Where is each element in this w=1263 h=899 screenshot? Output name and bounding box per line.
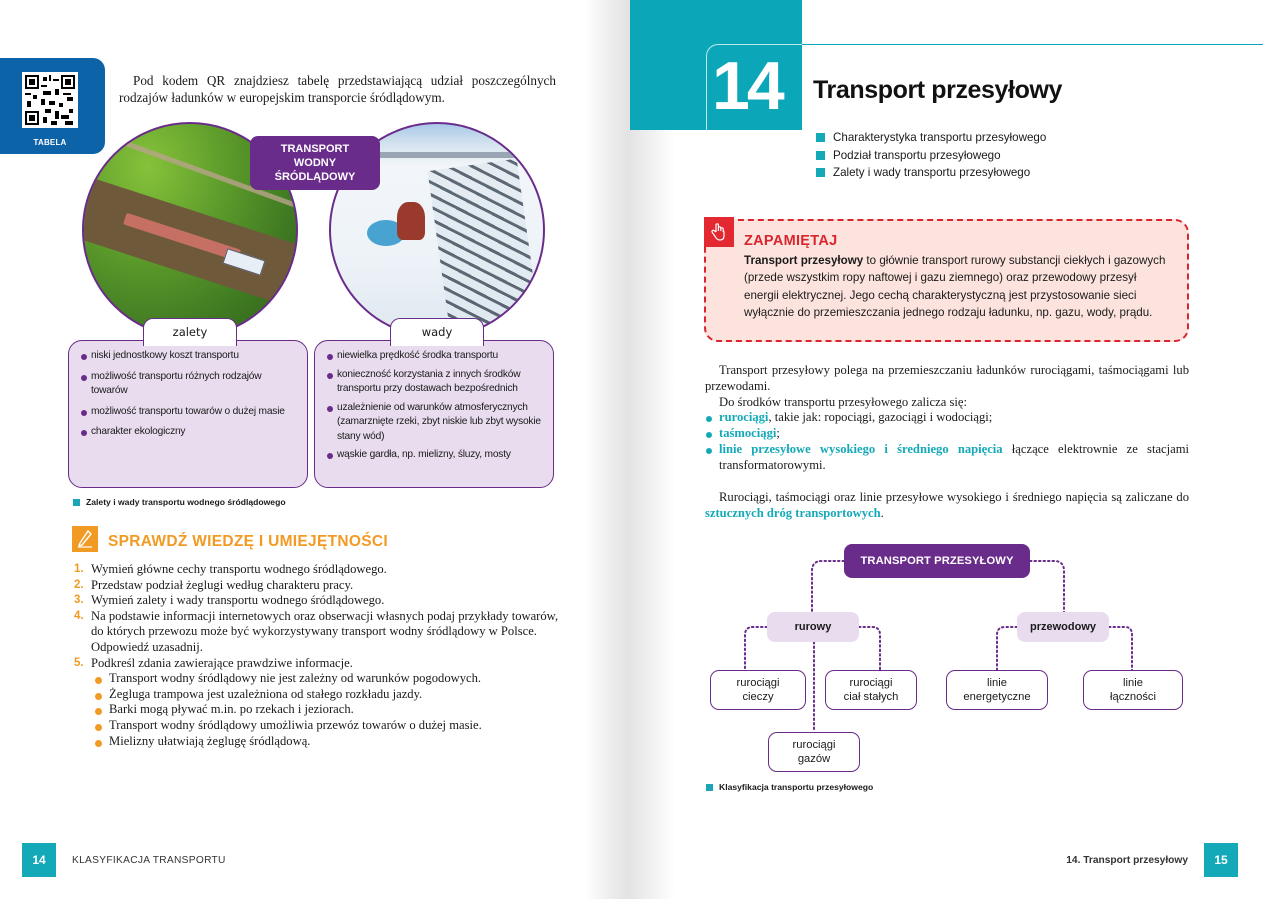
pros-item: możliwość transportu różnych rodzajów towarów — [81, 370, 299, 399]
cons-item: uzależnienie od warunków atmosferycznych (zamarznięte rzeki, zbyt niskie lub zbyt wysokie stany wód) — [327, 401, 545, 445]
caption-square-icon — [706, 784, 713, 791]
topic-item: Charakterystyka transportu przesyłowego — [816, 129, 1046, 147]
topic-square-icon — [816, 151, 825, 160]
topic-item: Zalety i wady transportu przesyłowego — [816, 164, 1046, 182]
topic-square-icon — [816, 168, 825, 177]
qr-label: TABELA — [33, 138, 67, 147]
chapter-topics — [816, 129, 1046, 182]
page-gutter-shadow — [585, 0, 630, 899]
pros-item: niski jednostkowy koszt transportu — [81, 349, 299, 364]
paragraph-artificial-routes: Rurociągi, taśmociągi oraz linie przesyłowe wysokiego i średniego napięcia są zaliczane do sztucznych dróg transportowych. — [705, 490, 1189, 520]
paragraph: Do środków transportu przesyłowego zalicza się: — [719, 394, 967, 409]
diagram-leaf-gas-pipelines: rurociągi gazów — [768, 732, 860, 772]
question-item: 4. Na podstawie informacji internetowych oraz obserwacji własnych podaj przykłady towarów, do których przewozu może być wykorzystywany transport wodny śródlądowy w Polsce. Odpowiedź uzasadnij. — [74, 608, 559, 654]
caption-square-icon — [73, 499, 80, 506]
means-item: linie przesyłowe wysokiego i średniego napięcia łączące elektrownie ze stacjami transformatorowymi. — [705, 442, 1189, 474]
statement-item: Żegluga trampowa jest uzależniona od stałego rozkładu jazdy. — [95, 687, 560, 703]
diagram-leaf-liquid-pipelines: rurociągi cieczy — [710, 670, 806, 710]
statement-item: Barki mogą pływać m.in. po rzekach i jeziorach. — [95, 702, 560, 718]
statement-item: Transport wodny śródlądowy umożliwia przewóz towarów o dużej masie. — [95, 718, 560, 734]
means-item: rurociągi, takie jak: ropociągi, gazociągi i wodociągi; — [705, 410, 1189, 426]
chapter-number: 14 — [712, 48, 782, 124]
means-list — [705, 410, 1189, 473]
questions-list — [74, 562, 560, 749]
question-item: 3. Wymień zalety i wady transportu wodnego śródlądowego. — [74, 593, 385, 608]
cons-item: konieczność korzystania z innych środków transportu przy dostawach bezpośrednich — [327, 368, 545, 397]
remember-title: ZAPAMIĘTAJ — [744, 233, 838, 249]
pros-item: możliwość transportu towarów o dużej masie — [81, 405, 299, 420]
qr-code-icon — [22, 72, 78, 128]
remember-text: Transport przesyłowy to głównie transport rurowy substancji ciekłych i gazowych (przede wszystkim ropy naftowej i gazu ziemnego) oraz przewodowy przesył energii elektrycznej. Jego cechą charakterystyczną jest przystosowanie sieci wyłącznie do przemieszczania jednego rodzaju ładunku, np. gazu, wody, prądu. — [744, 254, 1166, 320]
diagram-leaf-solids-pipelines: rurociągi ciał stałych — [825, 670, 917, 710]
running-footer-right: 14. Transport przesyłowy — [1066, 855, 1188, 866]
figure-caption-right: Klasyfikacja transportu przesyłowego — [706, 782, 873, 792]
pros-list-box — [68, 340, 308, 488]
pros-heading: zalety — [143, 318, 237, 346]
page-gutter-shadow-right — [630, 130, 675, 899]
chapter-title: Transport przesyłowy — [813, 76, 1063, 104]
paragraph: Transport przesyłowy polega na przemieszczaniu ładunków rurociągami, taśmociągami lub przewodami. — [705, 363, 1189, 393]
statement-item: Mielizny ułatwiają żeglugę śródlądową. — [95, 734, 560, 750]
check-knowledge-title: SPRAWDŹ WIEDZĘ I UMIEJĘTNOŚCI — [108, 533, 388, 550]
diagram-root-node: TRANSPORT PRZESYŁOWY — [844, 544, 1030, 578]
running-footer-left: KLASYFIKACJA TRANSPORTU — [72, 855, 226, 866]
question-item: 1. Wymień główne cechy transportu wodnego śródlądowego. — [74, 562, 387, 576]
diagram-node-wired: przewodowy — [1017, 612, 1109, 642]
hand-pointing-icon — [704, 217, 734, 247]
cons-item: niewielka prędkość środka transportu — [327, 349, 545, 364]
classification-diagram — [700, 540, 1200, 780]
diagram-leaf-communication-lines: linie łączności — [1083, 670, 1183, 710]
diagram-node-pipeline: rurowy — [767, 612, 859, 642]
statement-item: Transport wodny śródlądowy nie jest zależny od warunków pogodowych. — [95, 671, 560, 687]
check-knowledge-header — [72, 526, 388, 552]
intro-paragraph: Pod kodem QR znajdziesz tabelę przedstawiającą udział poszczególnych rodzajów ładunków w europejskim transporcie śródlądowym. — [119, 73, 556, 105]
pencil-icon — [72, 526, 98, 552]
figure-caption-left: Zalety i wady transportu wodnego śródlądowego — [73, 497, 286, 507]
body-section-1 — [705, 363, 1189, 474]
cons-list-box — [314, 340, 554, 488]
topic-item: Podział transportu przesyłowego — [816, 147, 1046, 165]
qr-code-box[interactable] — [0, 58, 105, 154]
diagram-leaf-power-lines: linie energetyczne — [946, 670, 1048, 710]
cons-heading: wady — [390, 318, 484, 346]
question-item: 5. Podkreśl zdania zawierające prawdziwe informacje. Transport wodny śródlądowy nie jest zależny od warunków pogodowych. Żegluga trampowa jest uzależniona od stałego rozkładu jazdy. Barki mogą pływać m.in. po rzekach i jeziorach. Transport wodny śródlądowy umożliwia przewóz towarów o dużej masie. Mielizny ułatwiają żeglugę śródlądową. — [74, 656, 560, 750]
page-number-left: 14 — [22, 843, 56, 877]
statements-list — [91, 671, 560, 749]
inland-water-transport-label: TRANSPORT WODNY ŚRÓDLĄDOWY — [250, 136, 380, 190]
question-item: 2. Przedstaw podział żeglugi według charakteru pracy. — [74, 577, 354, 592]
means-item: taśmociągi; — [705, 426, 1189, 442]
cons-item: wąskie gardła, np. mielizny, śluzy, mosty — [327, 448, 545, 463]
topic-square-icon — [816, 133, 825, 142]
pros-item: charakter ekologiczny — [81, 425, 299, 440]
page-number-right: 15 — [1204, 843, 1238, 877]
